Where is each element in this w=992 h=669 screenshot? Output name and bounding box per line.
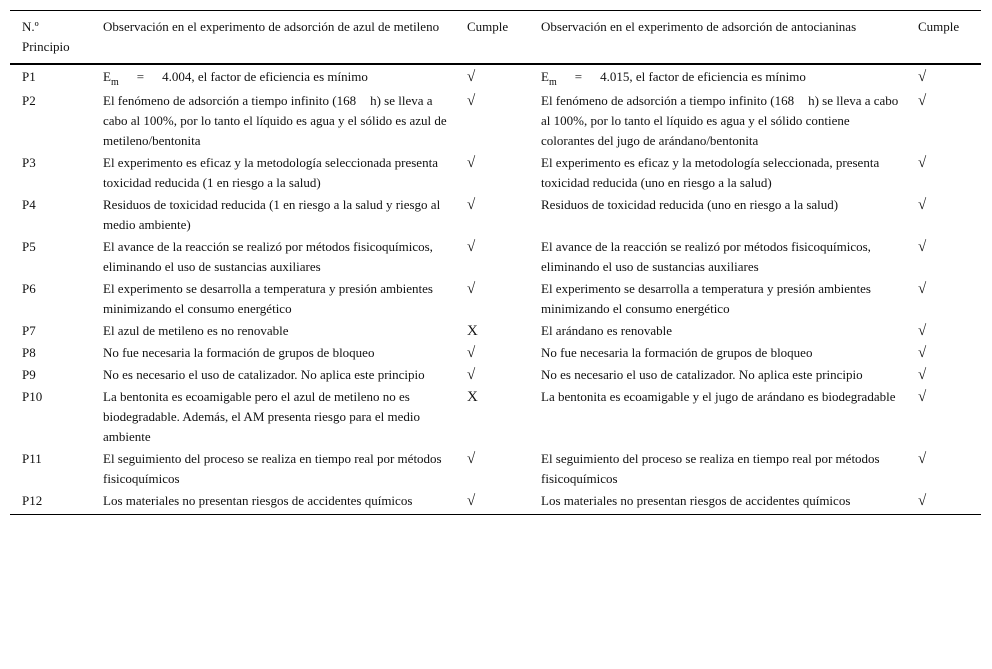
meets-methylene-blue: √ [467, 69, 476, 85]
observation-anthocyanins: El experimento es eficaz y la metodología seleccionada, presenta toxicidad reducida (uno en riesgo a la salud) [541, 155, 880, 190]
meets-methylene-blue: √ [467, 451, 476, 467]
meets-anthocyanins: √ [918, 69, 927, 85]
observation-anthocyanins: El experimento se desarrolla a temperatura y presión ambientes minimizando el consumo energético [541, 281, 871, 316]
time-unit: h [370, 93, 377, 108]
observation-anthocyanins: No fue necesaria la formación de grupos de bloqueo [541, 345, 813, 360]
header-meets-anthocyanins: Cumple [918, 19, 960, 34]
table-row [10, 236, 981, 278]
meets-methylene-blue: X [467, 389, 478, 405]
meets-anthocyanins: √ [918, 451, 927, 467]
observation-anthocyanins: El seguimiento del proceso se realiza en tiempo real por métodos fisicoquímicos [541, 451, 880, 486]
table-row [10, 90, 981, 152]
efficiency-text: 4.015, el factor de eficiencia es mínimo [600, 69, 806, 84]
observation-methylene-blue: El experimento es eficaz y la metodología seleccionada presenta toxicidad reducida (1 en riesgo a la salud) [103, 155, 438, 190]
green-chemistry-principles-table [10, 10, 981, 515]
meets-methylene-blue: √ [467, 493, 476, 509]
observation-text: ) se lleva a cabo al 100%, por lo tanto el líquido es agua y el sólido contiene colorantes del jugo de arándano/bentonita [541, 93, 899, 148]
observation-anthocyanins [529, 64, 906, 90]
observation-anthocyanins: No es necesario el uso de catalizador. No aplica este principio [541, 367, 863, 382]
table-row [10, 342, 981, 364]
header-observation-methylene-blue: Observación en el experimento de adsorción de azul de metileno [103, 19, 440, 34]
meets-anthocyanins: √ [918, 367, 927, 383]
principle-id: P10 [22, 389, 43, 404]
meets-methylene-blue: √ [467, 345, 476, 361]
table-row [10, 152, 981, 194]
observation-text: ) se lleva a cabo al 100%, por lo tanto el líquido es agua y el sólido es azul de metileno/bentonita [103, 93, 447, 148]
observation-methylene-blue: Los materiales no presentan riesgos de accidentes químicos [103, 493, 413, 508]
observation-methylene-blue: No es necesario el uso de catalizador. No aplica este principio [103, 367, 425, 382]
table-row [10, 278, 981, 320]
observation-methylene-blue: El experimento se desarrolla a temperatura y presión ambientes minimizando el consumo energético [103, 281, 433, 316]
time-unit: h [808, 93, 815, 108]
meets-methylene-blue: √ [467, 367, 476, 383]
meets-anthocyanins: √ [918, 93, 927, 109]
principle-id: P8 [22, 345, 36, 360]
meets-anthocyanins: √ [918, 281, 927, 297]
equals-sign: = [574, 69, 583, 84]
principle-id: P1 [22, 69, 36, 84]
principle-id: P12 [22, 493, 43, 508]
meets-anthocyanins: √ [918, 239, 927, 255]
principle-id: P5 [22, 239, 36, 254]
observation-methylene-blue: El avance de la reacción se realizó por métodos fisicoquímicos, eliminando el uso de sustancias auxiliares [103, 239, 433, 274]
meets-methylene-blue: √ [467, 155, 476, 171]
meets-anthocyanins: √ [918, 155, 927, 171]
observation-methylene-blue: No fue necesaria la formación de grupos de bloqueo [103, 345, 375, 360]
table-header-row [10, 11, 981, 65]
table-row [10, 364, 981, 386]
table-row [10, 320, 981, 342]
header-observation-anthocyanins: Observación en el experimento de adsorción de antocianinas [541, 19, 857, 34]
observation-anthocyanins: La bentonita es ecoamigable y el jugo de arándano es biodegradable [541, 389, 896, 404]
table-row [10, 490, 981, 515]
principle-id: P6 [22, 281, 36, 296]
observation-anthocyanins: El arándano es renovable [541, 323, 673, 338]
principle-id: P7 [22, 323, 36, 338]
meets-methylene-blue: √ [467, 239, 476, 255]
meets-anthocyanins: √ [918, 389, 927, 405]
observation-methylene-blue: El azul de metileno es no renovable [103, 323, 289, 338]
table-row [10, 386, 981, 448]
header-meets-methylene-blue: Cumple [467, 19, 509, 34]
observation-text: El fenómeno de adsorción a tiempo infinito (168 [541, 93, 795, 108]
observation-methylene-blue: El seguimiento del proceso se realiza en tiempo real por métodos fisicoquímicos [103, 451, 442, 486]
observation-methylene-blue: La bentonita es ecoamigable pero el azul de metileno no es biodegradable. Además, el AM presenta riesgo para el medio ambiente [103, 389, 420, 444]
meets-methylene-blue: √ [467, 93, 476, 109]
observation-anthocyanins: El avance de la reacción se realizó por métodos fisicoquímicos, eliminando el uso de sustancias auxiliares [541, 239, 871, 274]
table-row [10, 194, 981, 236]
observation-anthocyanins: Los materiales no presentan riesgos de accidentes químicos [541, 493, 851, 508]
efficiency-subscript: m [548, 77, 557, 88]
meets-anthocyanins: √ [918, 197, 927, 213]
principle-id: P3 [22, 155, 36, 170]
principle-id: P4 [22, 197, 36, 212]
observation-methylene-blue [91, 64, 455, 90]
table-row [10, 448, 981, 490]
meets-anthocyanins: √ [918, 323, 927, 339]
header-principle: N.º Principio [22, 19, 70, 54]
observation-methylene-blue: Residuos de toxicidad reducida (1 en riesgo a la salud y riesgo al medio ambiente) [103, 197, 441, 232]
table-row [10, 64, 981, 90]
observation-anthocyanins [529, 90, 906, 152]
efficiency-symbol: E [541, 69, 549, 84]
efficiency-subscript: m [110, 77, 119, 88]
meets-methylene-blue: X [467, 323, 478, 339]
meets-methylene-blue: √ [467, 197, 476, 213]
principle-id: P11 [22, 451, 42, 466]
principle-id: P2 [22, 93, 36, 108]
meets-anthocyanins: √ [918, 345, 927, 361]
principle-id: P9 [22, 367, 36, 382]
meets-methylene-blue: √ [467, 281, 476, 297]
efficiency-text: 4.004, el factor de eficiencia es mínimo [162, 69, 368, 84]
observation-methylene-blue [91, 90, 455, 152]
meets-anthocyanins: √ [918, 493, 927, 509]
equals-sign: = [136, 69, 145, 84]
observation-text: El fenómeno de adsorción a tiempo infinito (168 [103, 93, 357, 108]
efficiency-symbol: E [103, 69, 111, 84]
observation-anthocyanins: Residuos de toxicidad reducida (uno en riesgo a la salud) [541, 197, 839, 212]
